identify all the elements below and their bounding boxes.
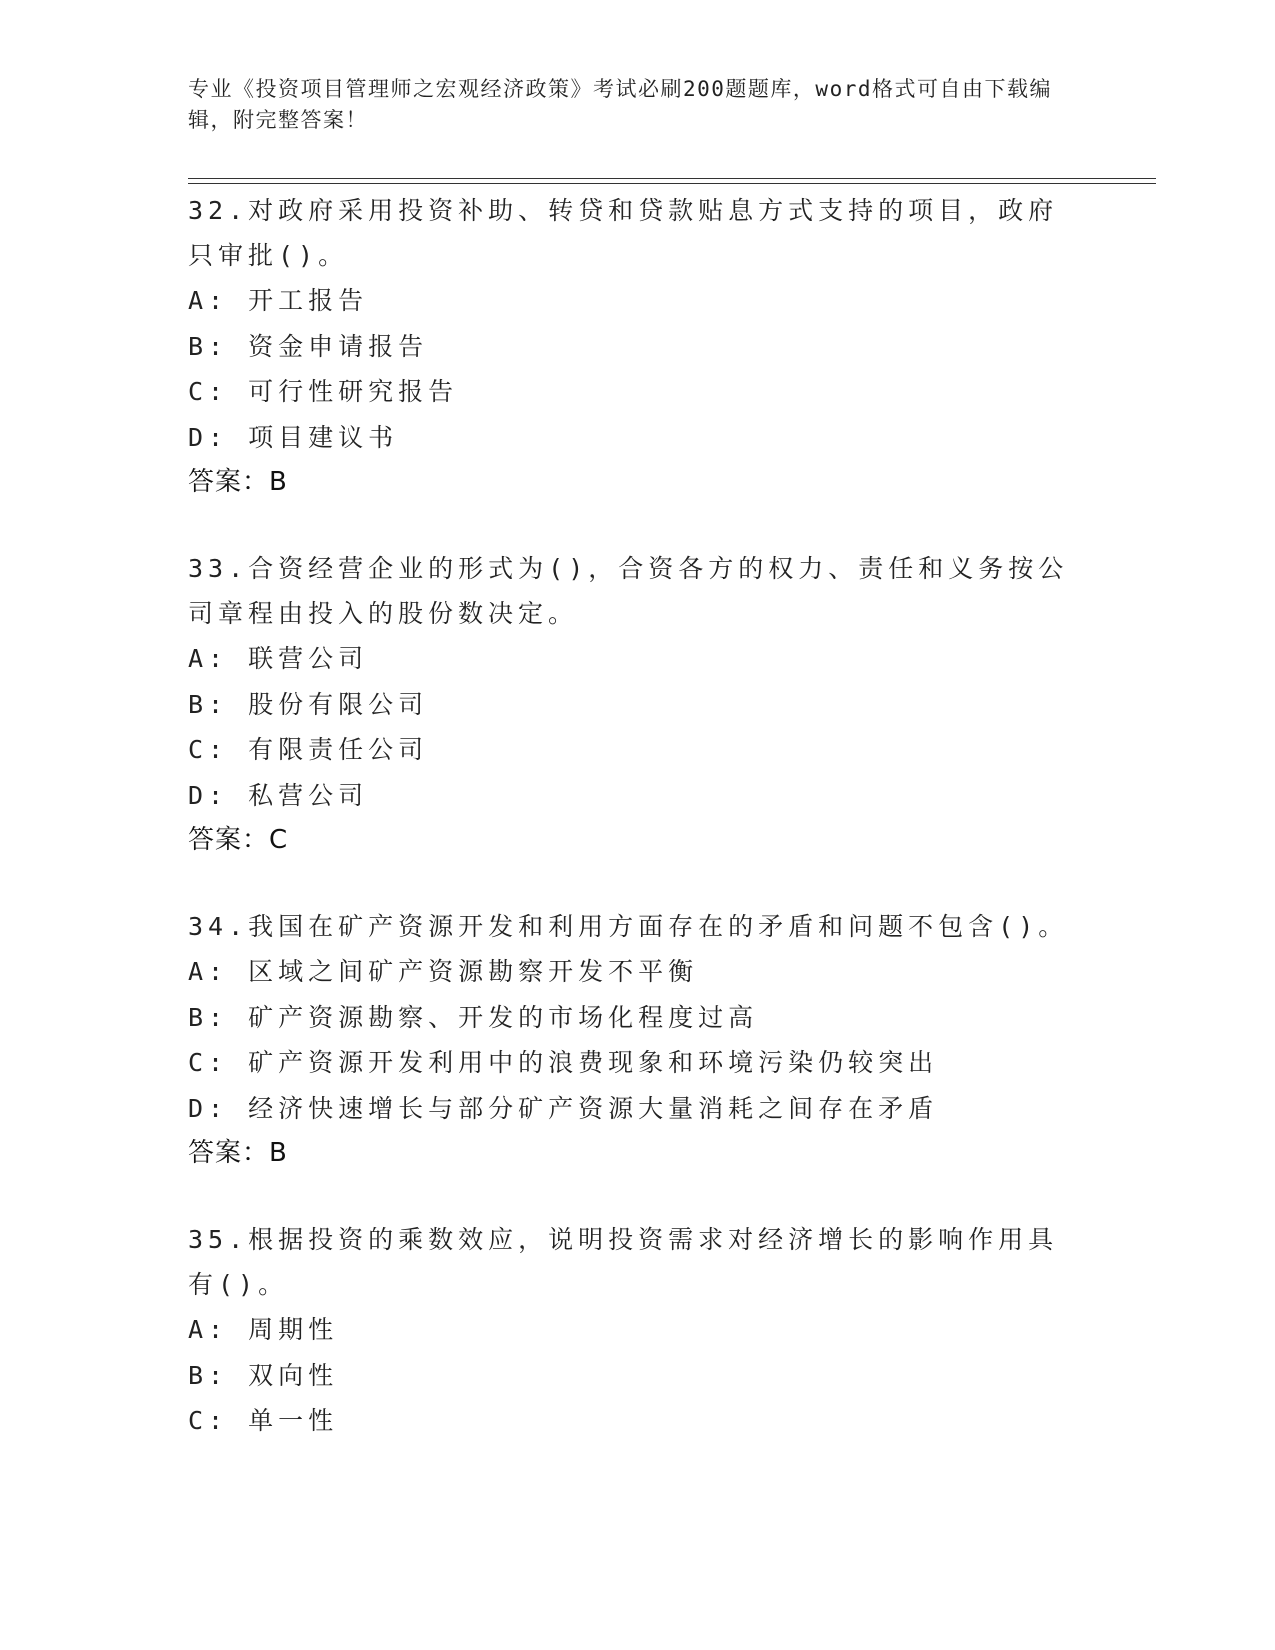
question-stem: 32.对政府采用投资补助、转贷和贷款贴息方式支持的项目，政府只审批()。	[188, 196, 1059, 270]
question-item	[188, 904, 1088, 1176]
option-c: C: 可行性研究报告	[188, 377, 459, 406]
option-b: B: 股份有限公司	[188, 689, 429, 719]
answer-line: 答案：B	[188, 467, 288, 497]
question-stem: 33.合资经营企业的形式为()，合资各方的权力、责任和义务按公司章程由投入的股份数决定。	[188, 554, 1069, 628]
question-item	[188, 546, 1088, 863]
question-stem: 34.我国在矿产资源开发和利用方面存在的矛盾和问题不包含()。	[188, 912, 1069, 941]
document-header-note: 专业《投资项目管理师之宏观经济政策》考试必刷200题题库，word格式可自由下载编辑，附完整答案！	[188, 77, 1052, 132]
option-d: D: 私营公司	[188, 780, 369, 810]
header-divider-line-double	[188, 183, 1156, 184]
option-a: A: 联营公司	[188, 644, 369, 673]
answer-line: 答案：B	[188, 1138, 288, 1168]
question-item	[188, 188, 1088, 505]
question-list	[188, 188, 1088, 1485]
option-a: A: 周期性	[188, 1315, 339, 1344]
question-stem: 35.根据投资的乘数效应，说明投资需求对经济增长的影响作用具有()。	[188, 1225, 1059, 1299]
option-b: B: 矿产资源勘察、开发的市场化程度过高	[188, 1002, 759, 1032]
option-b: B: 资金申请报告	[188, 331, 429, 361]
option-b: B: 双向性	[188, 1360, 339, 1390]
header-divider-line	[188, 178, 1156, 179]
answer-line: 答案：C	[188, 825, 289, 855]
option-d: D: 经济快速增长与部分矿产资源大量消耗之间存在矛盾	[188, 1093, 939, 1123]
option-c: C: 矿产资源开发利用中的浪费现象和环境污染仍较突出	[188, 1048, 939, 1077]
option-c: C: 有限责任公司	[188, 735, 429, 764]
option-a: A: 区域之间矿产资源勘察开发不平衡	[188, 957, 699, 986]
question-item	[188, 1217, 1088, 1444]
option-d: D: 项目建议书	[188, 422, 399, 452]
option-c: C: 单一性	[188, 1406, 339, 1435]
option-a: A: 开工报告	[188, 286, 369, 315]
